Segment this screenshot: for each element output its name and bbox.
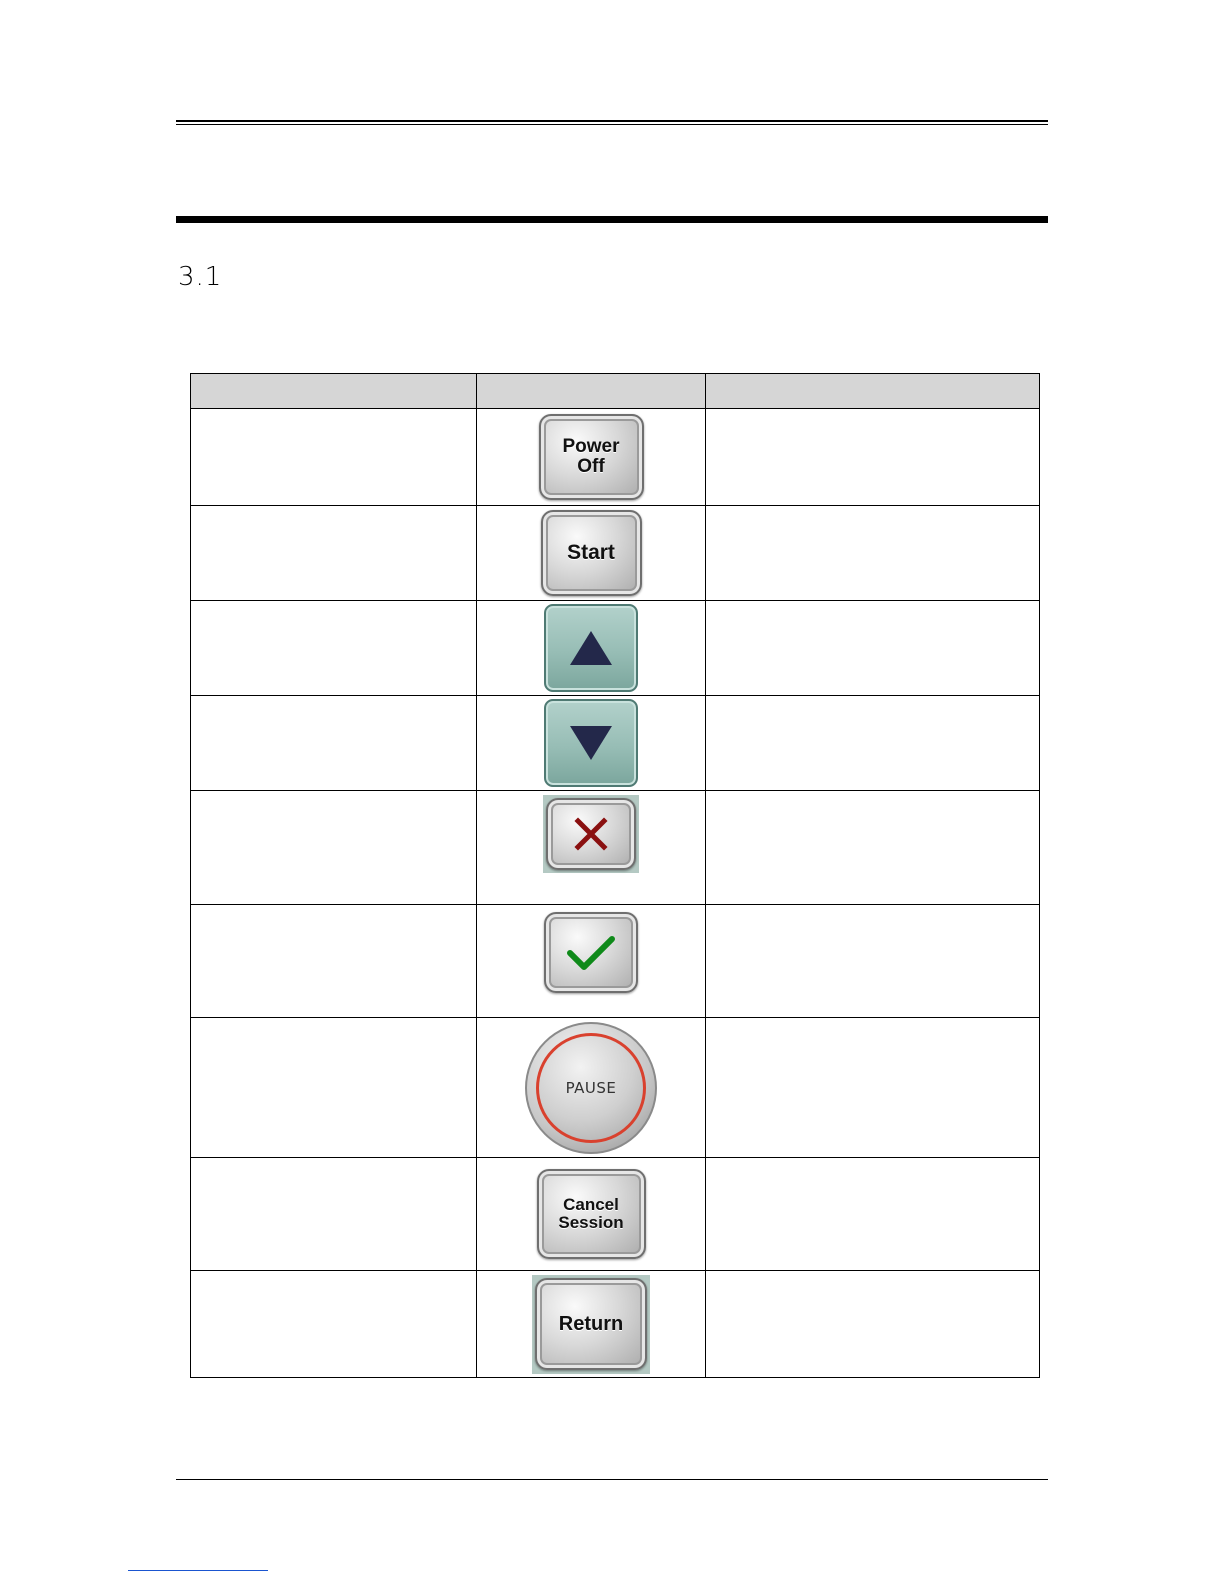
power-off-button[interactable] xyxy=(539,414,644,500)
footer-rule xyxy=(176,1479,1048,1480)
icon-cell xyxy=(477,601,706,696)
return-label: Return xyxy=(558,1312,624,1335)
table-row xyxy=(191,601,1040,696)
start-label: Start xyxy=(567,540,615,564)
return-button[interactable] xyxy=(535,1278,647,1370)
description-cell xyxy=(706,905,1040,1018)
table-row xyxy=(191,1271,1040,1378)
footer-link[interactable] xyxy=(128,1570,268,1571)
description-cell xyxy=(706,601,1040,696)
cancel-session-label-line2: Session xyxy=(558,1213,624,1232)
icon-cell xyxy=(477,791,706,905)
up-arrow-icon xyxy=(570,631,612,665)
name-cell xyxy=(191,1271,477,1378)
icon-cell xyxy=(477,696,706,791)
description-cell xyxy=(706,1018,1040,1158)
description-cell xyxy=(706,1271,1040,1378)
icon-cell xyxy=(477,1158,706,1271)
start-button[interactable] xyxy=(541,510,642,596)
table-row xyxy=(191,696,1040,791)
name-cell xyxy=(191,905,477,1018)
table-row xyxy=(191,905,1040,1018)
description-cell xyxy=(706,696,1040,791)
header-cell-1 xyxy=(191,374,477,409)
icon-cell xyxy=(477,1271,706,1378)
button-reference-table xyxy=(190,373,1040,1378)
icon-cell xyxy=(477,1018,706,1158)
description-cell xyxy=(706,791,1040,905)
down-arrow-button[interactable] xyxy=(544,699,638,787)
checkmark-button[interactable] xyxy=(544,912,638,993)
header-rule-thin xyxy=(176,124,1048,125)
table-row xyxy=(191,1158,1040,1271)
name-cell xyxy=(191,696,477,791)
up-arrow-button[interactable] xyxy=(544,604,638,692)
name-cell xyxy=(191,1018,477,1158)
table-row xyxy=(191,409,1040,506)
description-cell xyxy=(706,1158,1040,1271)
cancel-session-button[interactable] xyxy=(537,1169,646,1259)
name-cell xyxy=(191,601,477,696)
table-row xyxy=(191,1018,1040,1158)
header-cell-2 xyxy=(477,374,706,409)
name-cell xyxy=(191,506,477,601)
chapter-rule xyxy=(176,216,1048,223)
name-cell xyxy=(191,409,477,506)
table-row xyxy=(191,506,1040,601)
header-cell-3 xyxy=(706,374,1040,409)
section-number: 3.1 xyxy=(178,262,223,292)
return-button-frame xyxy=(532,1275,650,1374)
description-cell xyxy=(706,409,1040,506)
icon-cell xyxy=(477,905,706,1018)
icon-cell xyxy=(477,506,706,601)
x-cancel-button[interactable] xyxy=(546,798,636,870)
name-cell xyxy=(191,1158,477,1271)
table-row xyxy=(191,791,1040,905)
table-header-row xyxy=(191,374,1040,409)
cancel-session-label-line1: Cancel xyxy=(563,1195,619,1215)
name-cell xyxy=(191,791,477,905)
pause-button[interactable] xyxy=(525,1022,657,1154)
power-off-label-line2: Off xyxy=(577,456,605,477)
checkmark-icon xyxy=(566,933,616,973)
power-off-label-line1: Power xyxy=(562,436,620,458)
x-icon xyxy=(573,816,609,852)
down-arrow-icon xyxy=(570,726,612,760)
x-button-frame xyxy=(543,795,639,873)
description-cell xyxy=(706,506,1040,601)
pause-label: PAUSE xyxy=(536,1033,646,1143)
icon-cell xyxy=(477,409,706,506)
header-rule xyxy=(176,120,1048,122)
